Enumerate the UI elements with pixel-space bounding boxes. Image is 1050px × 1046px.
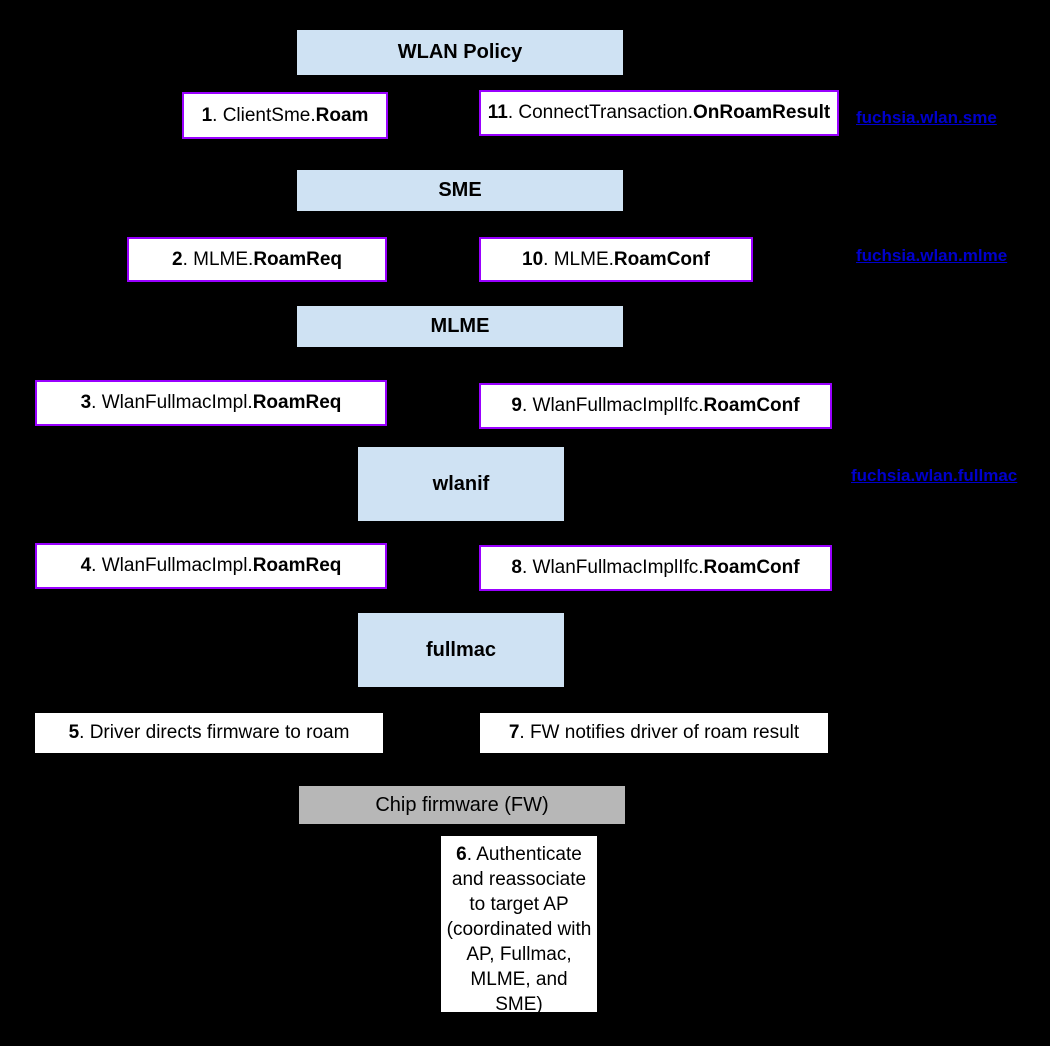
step-text: 8. WlanFullmacImplIfc.RoamConf xyxy=(511,557,800,578)
step-11-onroamresult xyxy=(479,90,839,136)
step-1-clientsme-roam xyxy=(182,92,388,139)
layer-wlanif xyxy=(358,447,564,521)
step-4-wlanfullmacimpl-roamreq xyxy=(35,543,387,589)
step-10-mlme-roamconf xyxy=(479,237,753,282)
link-fuchsia-wlan-sme[interactable]: fuchsia.wlan.sme xyxy=(856,108,997,127)
step-6-authenticate-reassociate xyxy=(441,836,597,1015)
step-9-wlanfullmacimplifc-roamconf xyxy=(479,383,832,429)
step-text: 3. WlanFullmacImpl.RoamReq xyxy=(80,392,342,413)
layer-wlan-policy xyxy=(297,30,623,75)
link-fuchsia-wlan-mlme[interactable]: fuchsia.wlan.mlme xyxy=(856,246,1008,265)
step-text: 2. MLME.RoamReq xyxy=(172,248,342,270)
layer-fullmac xyxy=(358,613,564,687)
step-text: 11. ConnectTransaction.OnRoamResult xyxy=(487,102,831,123)
step-text: 10. MLME.RoamConf xyxy=(522,248,710,270)
layer-mlme xyxy=(297,306,623,347)
step-text: 1. ClientSme.Roam xyxy=(201,104,369,126)
layer-chip-firmware xyxy=(299,786,625,824)
step-text: 6. Authenticate and reassociate to target AP (coordinated with AP, Fullmac, MLME, and SME) xyxy=(446,844,592,1015)
step-2-mlme-roamreq xyxy=(127,237,387,282)
step-7-fw-notifies-result xyxy=(480,713,828,753)
step-5-driver-directs-roam xyxy=(35,713,383,753)
layer-chip-firmware-label: Chip firmware (FW) xyxy=(375,793,549,816)
step-8-wlanfullmacimplifc-roamconf xyxy=(479,545,832,591)
step-text: 4. WlanFullmacImpl.RoamReq xyxy=(80,555,342,576)
layer-wlan-policy-label: WLAN Policy xyxy=(397,41,523,63)
layer-wlanif-label: wlanif xyxy=(432,472,490,495)
link-fuchsia-wlan-fullmac[interactable]: fuchsia.wlan.fullmac xyxy=(851,466,1018,485)
step-3-wlanfullmacimpl-roamreq xyxy=(35,380,387,426)
layer-sme xyxy=(297,170,623,211)
layer-sme-label: SME xyxy=(438,179,482,201)
layer-fullmac-label: fullmac xyxy=(425,638,497,661)
layer-mlme-label: MLME xyxy=(430,315,490,337)
step-text: 7. FW notifies driver of roam result xyxy=(508,722,800,743)
step-text: 5. Driver directs firmware to roam xyxy=(68,722,350,743)
step-text: 9. WlanFullmacImplIfc.RoamConf xyxy=(511,395,800,416)
